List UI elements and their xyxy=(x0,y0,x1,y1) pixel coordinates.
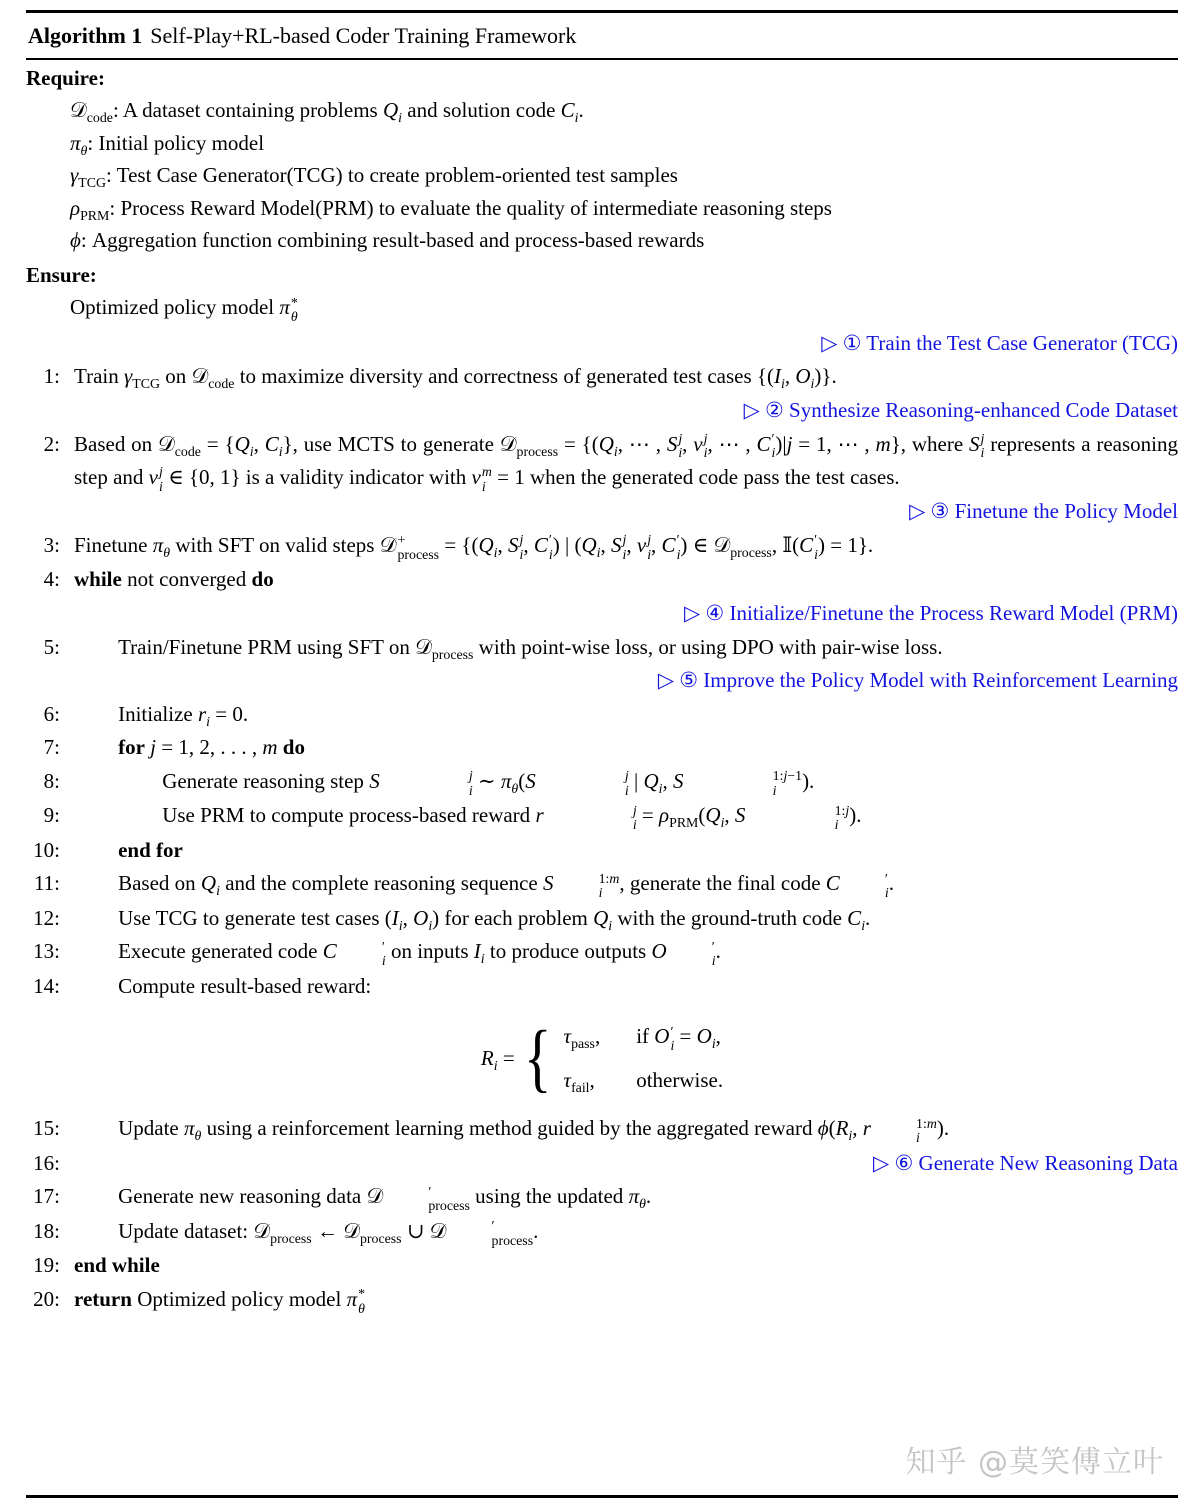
ensure-item: Optimized policy model π * θ xyxy=(70,294,298,325)
step-content: Train/Finetune PRM using SFT on 𝒟$_{process}$ with point-wise loss, or using DPO with pair-wise loss. xyxy=(118,634,943,662)
algorithm-line xyxy=(26,1180,1178,1213)
comment-line: ▷ ⑤ Improve the Policy Model with Reinforcement Learning xyxy=(657,668,1178,693)
algorithm-line xyxy=(26,428,1178,495)
line-number: 6: xyxy=(43,701,60,726)
line-number: 4: xyxy=(43,567,60,592)
ensure-label: Ensure: xyxy=(26,262,97,287)
line-number: 11: xyxy=(33,871,60,896)
step-content: Execute generated code C ′ i on inputs $I_i$ to produce outputs O ′ i . xyxy=(118,938,721,969)
algorithm-line xyxy=(26,1283,1178,1316)
step-content: Update $\pi_\theta$ using a reinforcement learning method guided by the aggregated reward $\phi(R_i$, r 1:m i ). xyxy=(118,1115,950,1146)
algorithm-line xyxy=(26,631,1178,664)
step-content: for j = 1, 2, . . . , m do xyxy=(118,735,305,760)
step-content: while not converged do xyxy=(74,567,274,592)
line-number: 8: xyxy=(43,768,60,793)
algorithm-line xyxy=(26,765,1178,798)
algorithm-line xyxy=(26,902,1178,935)
step-content: Generate reasoning step S j i ∼ $\pi_\theta(S$ j i | $Q_i$, S 1:j−1 i ). xyxy=(162,768,815,798)
line-number: 15: xyxy=(33,1116,60,1141)
step-content: Based on $Q_i$ and the complete reasoning sequence S 1:m i , generate the final code C ′ i . xyxy=(118,870,894,901)
step-content: end for xyxy=(118,837,183,862)
step-content: Train $\gamma_{TCG}$ on 𝒟$_{code}$ to maximize diversity and correctness of generated test cases {($I_i$, $O_i$)}. xyxy=(74,364,837,392)
equation-lhs: $R_i$ = xyxy=(480,1046,515,1074)
algorithm-line xyxy=(26,867,1178,900)
require-item: $\pi_\theta$: Initial policy model xyxy=(70,130,265,158)
line-number: 19: xyxy=(33,1253,60,1278)
case-value: $\tau_{pass}$, xyxy=(563,1024,601,1052)
step-content: Use PRM to compute process-based reward r j i = $\rho_{PRM}(Q_i$, S 1:j i ). xyxy=(162,802,862,833)
require-label: Require: xyxy=(26,65,105,90)
line-number: 2: xyxy=(43,431,60,456)
step-content: Finetune $\pi_\theta$ with SFT on valid steps 𝒟 + process = {($Q_i$, S j i , C ′ i ) | ($Q_i$, S j i , v j i , C ′ i ) ∈ 𝒟$_{process}$, 𝕀(C ′ i ) = 1}. xyxy=(74,532,874,562)
inline-comment: ▷ ⑥ Generate New Reasoning Data xyxy=(873,1150,1178,1175)
require-item: $\gamma_{TCG}$: Test Case Generator(TCG) to create problem-oriented test samples xyxy=(70,163,678,191)
line-number: 16: xyxy=(33,1150,60,1175)
line-number: 18: xyxy=(33,1218,60,1243)
require-item: ϕ: Aggregation function combining result-based and process-based rewards xyxy=(70,228,705,253)
require-item: 𝒟$_{code}$: A dataset containing problems $Q_i$ and solution code $C_i$. xyxy=(70,98,584,126)
algorithm-line xyxy=(26,563,1178,596)
algorithm-line xyxy=(26,799,1178,832)
algorithm-body xyxy=(26,327,1178,1316)
line-number: 3: xyxy=(43,533,60,558)
comment-line: ▷ ③ Finetune the Policy Model xyxy=(909,499,1178,524)
line-number: 20: xyxy=(33,1286,60,1311)
algorithm-label: Algorithm 1 xyxy=(28,23,143,48)
require-item: $\rho_{PRM}$: Process Reward Model(PRM) to evaluate the quality of intermediate reasoning steps xyxy=(70,195,832,223)
step-content: Update dataset: 𝒟$_{process}$ ← 𝒟$_{process}$ ∪ 𝒟 ′ process . xyxy=(118,1218,539,1248)
result-reward-equation xyxy=(26,1014,1178,1101)
line-number: 12: xyxy=(33,905,60,930)
line-number: 13: xyxy=(33,939,60,964)
step-content xyxy=(74,1147,1178,1180)
algorithm-line xyxy=(26,1112,1178,1145)
cases-grid xyxy=(564,1020,724,1096)
cases-brace: { xyxy=(523,1014,552,1101)
algorithm-line xyxy=(26,1249,1178,1282)
algorithm-line xyxy=(26,698,1178,731)
algorithm-line xyxy=(26,731,1178,764)
line-number: 10: xyxy=(33,837,60,862)
line-number: 14: xyxy=(33,973,60,998)
algorithm-line xyxy=(26,529,1178,562)
line-number: 9: xyxy=(43,803,60,828)
algorithm-line xyxy=(26,970,1178,1003)
step-content: end while xyxy=(74,1253,160,1278)
algorithm-line xyxy=(26,1215,1178,1248)
line-number: 17: xyxy=(33,1184,60,1209)
case-condition: otherwise. xyxy=(636,1067,724,1092)
step-content: Use TCG to generate test cases ($I_i$, $O_i$) for each problem $Q_i$ with the ground-truth code $C_i$. xyxy=(118,905,871,933)
algorithm-line xyxy=(26,1147,1178,1180)
comment-line: ▷ ① Train the Test Case Generator (TCG) xyxy=(821,330,1178,355)
comment-line: ▷ ④ Initialize/Finetune the Process Reward Model (PRM) xyxy=(684,601,1178,626)
algorithm-header xyxy=(26,13,1178,58)
line-number: 1: xyxy=(43,364,60,389)
algorithm-line xyxy=(26,834,1178,867)
case-condition: if O ′ i = $O_i$, xyxy=(636,1023,721,1054)
line-number: 5: xyxy=(43,634,60,659)
case-value: $\tau_{fail}$, xyxy=(563,1067,595,1095)
algorithm-line xyxy=(26,935,1178,968)
line-number: 7: xyxy=(43,735,60,760)
step-content: Compute result-based reward: xyxy=(118,973,372,998)
ensure-list xyxy=(26,291,1178,324)
step-content: Based on 𝒟$_{code}$ = {$Q_i$, $C_i$}, use MCTS to generate 𝒟$_{process}$ = {($Q_i$, ⋯ , S j i , v j i , ⋯ , C ′ i )|j = 1, ⋯ , m}, where S j i represents a reasoning step and v j i ∈ {0, 1} is a validity indicator with v m i = 1 when the generated code pass the test cases. xyxy=(74,430,1179,494)
step-content: return Optimized policy model π * θ xyxy=(74,1286,366,1316)
header-rule xyxy=(26,58,1178,60)
algorithm-line xyxy=(26,360,1178,393)
step-content: Generate new reasoning data 𝒟 ′ process using the updated $\pi_\theta$. xyxy=(118,1183,652,1214)
bottom-rule xyxy=(26,1495,1178,1498)
algorithm-title: Self-Play+RL-based Coder Training Framework xyxy=(150,23,577,48)
comment-line: ▷ ② Synthesize Reasoning-enhanced Code Dataset xyxy=(743,397,1178,422)
step-content: Initialize $r_i = 0$. xyxy=(118,701,249,729)
require-list xyxy=(26,94,1178,257)
watermark: 知乎 @莫笑傅立叶 xyxy=(905,1444,1164,1480)
